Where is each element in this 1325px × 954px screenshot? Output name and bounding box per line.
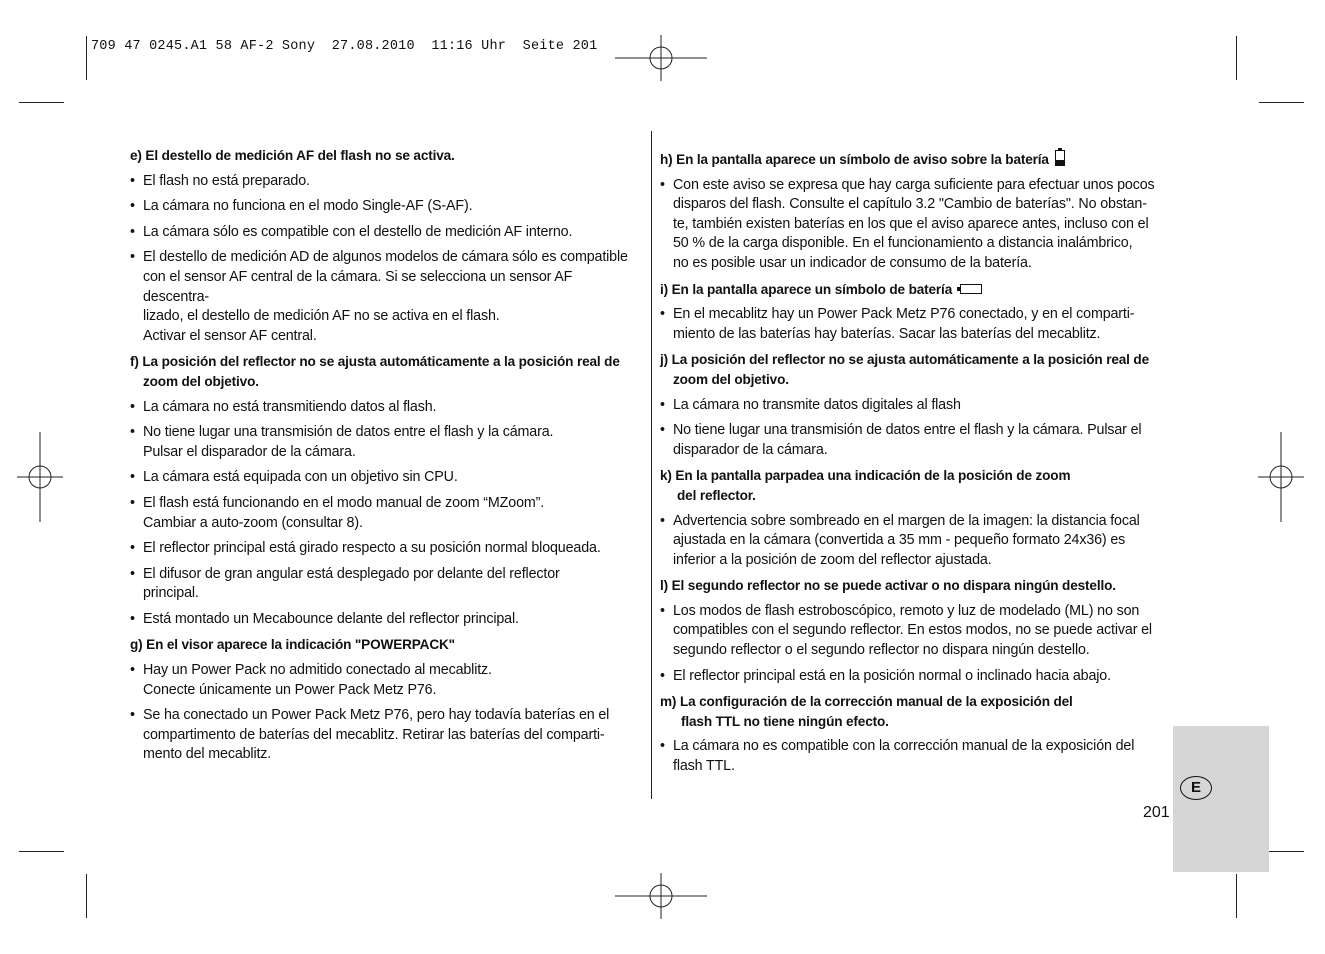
section-h-heading: h) En la pantalla aparece un símbolo de aviso sobre la batería (660, 150, 1172, 170)
section-j-heading: j) La posición del reflector no se ajusta automáticamente a la posición real de zoom del objetivo. (660, 352, 1149, 387)
section-f-bullet-4: • El flash está funcionando en el modo manual de zoom “MZoom”. Cambiar a auto-zoom (consultar 8). (130, 494, 638, 533)
crop-mark-top-left-horizontal (19, 102, 64, 103)
registration-mark-left-icon (17, 432, 63, 522)
section-e-bullet-3: • La cámara sólo es compatible con el destello de medición AF interno. (130, 223, 638, 243)
section-f-bullet-3: • La cámara está equipada con un objetivo sin CPU. (130, 468, 638, 488)
section-g-bullet-1: • Hay un Power Pack no admitido conectado al mecablitz. Conecte únicamente un Power Pack Metz P76. (130, 661, 638, 700)
section-e-bullet-2: • La cámara no funciona en el modo Single-AF (S-AF). (130, 197, 638, 217)
section-i-heading: i) En la pantalla aparece un símbolo de batería (660, 280, 1172, 300)
section-m-heading: m) La configuración de la corrección manual de la exposición del flash TTL no tiene ningún efecto. (660, 694, 1073, 729)
section-j-bullet-1: • La cámara no transmite datos digitales al flash (660, 396, 1172, 416)
section-f-bullet-5: • El reflector principal está girado respecto a su posición normal bloqueada. (130, 539, 638, 559)
crop-mark-top-left-vertical (86, 36, 87, 80)
section-m-bullet-1: • La cámara no es compatible con la corrección manual de la exposición del flash TTL. (660, 737, 1172, 776)
section-g-bullet-2: • Se ha conectado un Power Pack Metz P76, pero hay todavía baterías en el compartimento de baterías del mecablitz. Retirar las baterías del comparti- mento del mecablitz. (130, 706, 638, 765)
crop-mark-top-right-horizontal (1259, 102, 1304, 103)
crop-mark-top-right-vertical (1236, 36, 1237, 80)
section-e-heading: e) El destello de medición AF del flash no se activa. (130, 148, 455, 163)
crop-mark-bottom-right-vertical (1236, 874, 1237, 918)
section-f-bullet-2: • No tiene lugar una transmisión de datos entre el flash y la cámara. Pulsar el disparador de la cámara. (130, 423, 638, 462)
section-f-bullet-6: • El difusor de gran angular está desplegado por delante del reflector principal. (130, 565, 638, 604)
right-column (660, 150, 1172, 783)
section-g-heading: g) En el visor aparece la indicación "POWERPACK" (130, 637, 455, 653)
page-number: 201 (1143, 804, 1170, 821)
section-k-bullet-1: • Advertencia sobre sombreado en el margen de la imagen: la distancia focal ajustada en la cámara (convertida a 35 mm - pequeño formato 24x36) es inferior a la posición de zoom del reflector ajustada. (660, 512, 1172, 571)
section-f-heading: f) La posición del reflector no se ajusta automáticamente a la posición real de zoom del objetivo. (130, 354, 620, 389)
section-k-heading: k) En la pantalla parpadea una indicación de la posición de zoom del reflector. (660, 468, 1071, 503)
left-column (130, 146, 638, 771)
section-e-bullet-1: • El flash no está preparado. (130, 172, 638, 192)
crop-mark-bottom-left-horizontal (19, 851, 64, 852)
section-i-bullet-1: • En el mecablitz hay un Power Pack Metz P76 conectado, y en el comparti- miento de las baterías hay baterías. Sacar las baterías del mecablitz. (660, 305, 1172, 344)
registration-mark-bottom-icon (615, 873, 707, 919)
crop-mark-bottom-left-vertical (86, 874, 87, 918)
section-h-bullet-1: • Con este aviso se expresa que hay carga suficiente para efectuar unos pocos disparos del flash. Consulte el capítulo 3.2 "Cambio de baterías". No obstan- te, también existen baterías en los que el aviso aparece antes, incluso con el 50 % de la carga disponible. En el funcionamiento a distancia inalámbrico, no es posible usar un indicador de consumo de la batería. (660, 176, 1172, 274)
section-l-bullet-2: • El reflector principal está en la posición normal o inclinado hacia abajo. (660, 667, 1172, 687)
language-badge: E (1180, 776, 1212, 800)
registration-mark-top-icon (615, 35, 707, 81)
section-l-bullet-1: • Los modos de flash estroboscópico, remoto y luz de modelado (ML) no son compatibles con el segundo reflector. En estos modos, no se puede activar el segundo reflector o el segundo reflector no dispara ningún destello. (660, 602, 1172, 661)
battery-warning-icon (1055, 150, 1065, 166)
section-f-bullet-1: • La cámara no está transmitiendo datos al flash. (130, 398, 638, 418)
section-j-bullet-2: • No tiene lugar una transmisión de datos entre el flash y la cámara. Pulsar el disparador de la cámara. (660, 421, 1172, 460)
registration-mark-right-icon (1258, 432, 1304, 522)
battery-icon (960, 284, 982, 294)
language-tab (1173, 726, 1269, 872)
column-divider (651, 131, 652, 799)
section-l-heading: l) El segundo reflector no se puede activar o no dispara ningún destello. (660, 578, 1116, 594)
print-slug: 709 47 0245.A1 58 AF-2 Sony 27.08.2010 11:16 Uhr Seite 201 (91, 39, 598, 54)
section-e-bullet-4: • El destello de medición AD de algunos modelos de cámara sólo es compatible con el sensor AF central de la cámara. Si se selecciona un sensor AF descentra- lizado, el destello de medición AF no se activa en el flash. Activar el sensor AF central. (130, 248, 638, 346)
section-f-bullet-7: • Está montado un Mecabounce delante del reflector principal. (130, 610, 638, 630)
